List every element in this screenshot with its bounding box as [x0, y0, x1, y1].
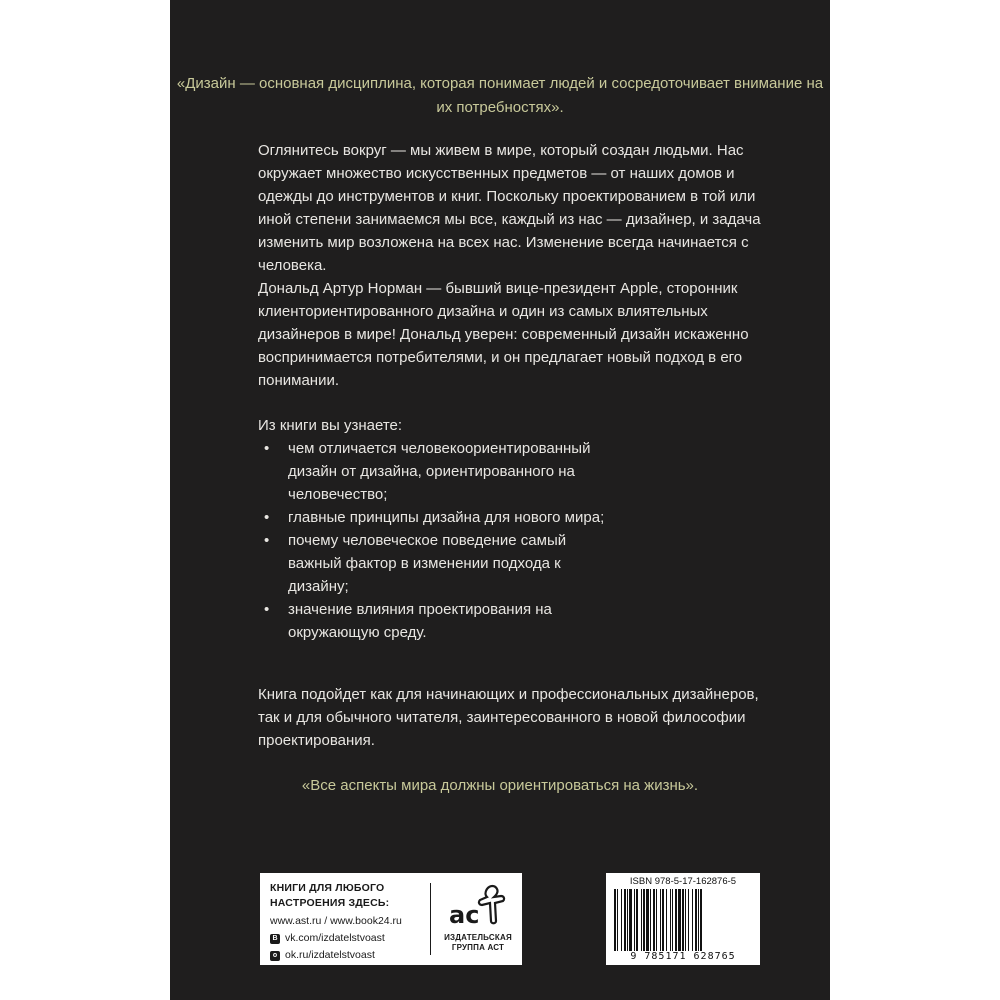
logo-caption-line1: ИЗДАТЕЛЬСКАЯ — [444, 933, 512, 942]
barcode-bar — [660, 889, 661, 951]
learn-list — [258, 437, 618, 644]
isbn-barcode-box — [606, 873, 760, 965]
barcode-digits: 9 785171 628765 — [630, 951, 736, 962]
publisher-info-box — [260, 873, 522, 965]
list-item: • значение влияния проектирования на окружающую среду. — [258, 598, 618, 644]
barcode-bar — [695, 889, 697, 951]
list-item: • главные принципы дизайна для нового мира; — [258, 506, 618, 529]
book-back-cover — [170, 0, 830, 1000]
intro-paragraph: Оглянитесь вокруг — мы живем в мире, который создан людьми. Нас окружает множество искусственных предметов — от наших домов и одежды до инструментов и книг. Поскольку проектированием в той или иной степени занимаемся мы все, каждый из нас — дизайнер, и задача изменить мир возложена на всех нас. Изменение всегда начинается с человека. — [258, 142, 761, 274]
barcode-bar — [617, 889, 618, 951]
barcode-bar — [656, 889, 657, 951]
top-quote: «Дизайн — основная дисциплина, которая понимает людей и сосредоточивает внимание на их потребностях». — [176, 75, 824, 116]
publisher-logo — [436, 881, 520, 953]
list-item: • почему человеческое поведение самый важный фактор в изменении подхода к дизайну; — [258, 529, 618, 598]
barcode-bar — [685, 889, 686, 951]
list-item: • чем отличается человекоориентированный дизайн от дизайна, ориентированного на человечество; — [258, 437, 618, 506]
barcode-bar — [666, 889, 667, 951]
barcode-bar — [624, 889, 626, 951]
publisher-heading-line1: КНИГИ ДЛЯ ЛЮБОГО — [270, 882, 385, 894]
barcode-bar — [634, 889, 635, 951]
barcode-bar — [629, 889, 632, 951]
isbn-label: ISBN 978-5-17-162876-5 — [629, 876, 737, 887]
barcode-bar — [682, 889, 684, 951]
publisher-heading-line2: НАСТРОЕНИЯ ЗДЕСЬ: — [270, 897, 390, 909]
barcode-bar — [653, 889, 655, 951]
barcode-bar — [688, 889, 689, 951]
barcode-bar — [678, 889, 681, 951]
vk-icon: B — [270, 934, 280, 944]
divider — [430, 883, 431, 955]
barcode-bar — [643, 889, 645, 951]
bottom-quote: «Все аспекты мира должны ориентироваться на жизнь». — [301, 777, 699, 794]
vk-link-text: vk.com/izdatelstvoast — [285, 932, 385, 944]
barcode-bar — [700, 889, 702, 951]
barcode-bar — [646, 889, 649, 951]
ok-link — [270, 948, 430, 963]
barcode-bar — [650, 889, 651, 951]
logo-caption-line2: ГРУППА АСТ — [451, 943, 505, 952]
barcode-bar — [627, 889, 628, 951]
barcode-bar — [698, 889, 699, 951]
publisher-websites: www.ast.ru / www.book24.ru — [270, 915, 402, 927]
barcode-bar — [670, 889, 671, 951]
barcode-icon — [614, 889, 752, 951]
audience-paragraph: Книга подойдет как для начинающих и профессиональных дизайнеров, так и для обычного читателя, заинтересованного в новой философии проектирования. — [258, 686, 759, 749]
barcode-bar — [614, 889, 616, 951]
barcode-bar — [636, 889, 638, 951]
publisher-links — [270, 881, 430, 963]
barcode-bar — [662, 889, 664, 951]
vk-link — [270, 931, 430, 946]
ast-logo-icon — [447, 883, 509, 929]
svg-text:ac: ac — [449, 901, 480, 929]
barcode-bar — [621, 889, 622, 951]
barcode-bar — [692, 889, 693, 951]
ok-icon: o — [270, 951, 280, 961]
author-paragraph: Дональд Артур Норман — бывший вице-президент Apple, сторонник клиенториентированного дизайна и один из самых влиятельных дизайнеров в мире! Дональд уверен: современный дизайн искаженно воспринимается потребителями, и он предлагает новый подход в его понимании. — [258, 280, 749, 389]
ok-link-text: ok.ru/izdatelstvoast — [285, 949, 375, 961]
learn-heading: Из книги вы узнаете: — [258, 417, 403, 434]
barcode-bar — [641, 889, 642, 951]
barcode-bar — [675, 889, 677, 951]
barcode-bar — [672, 889, 673, 951]
